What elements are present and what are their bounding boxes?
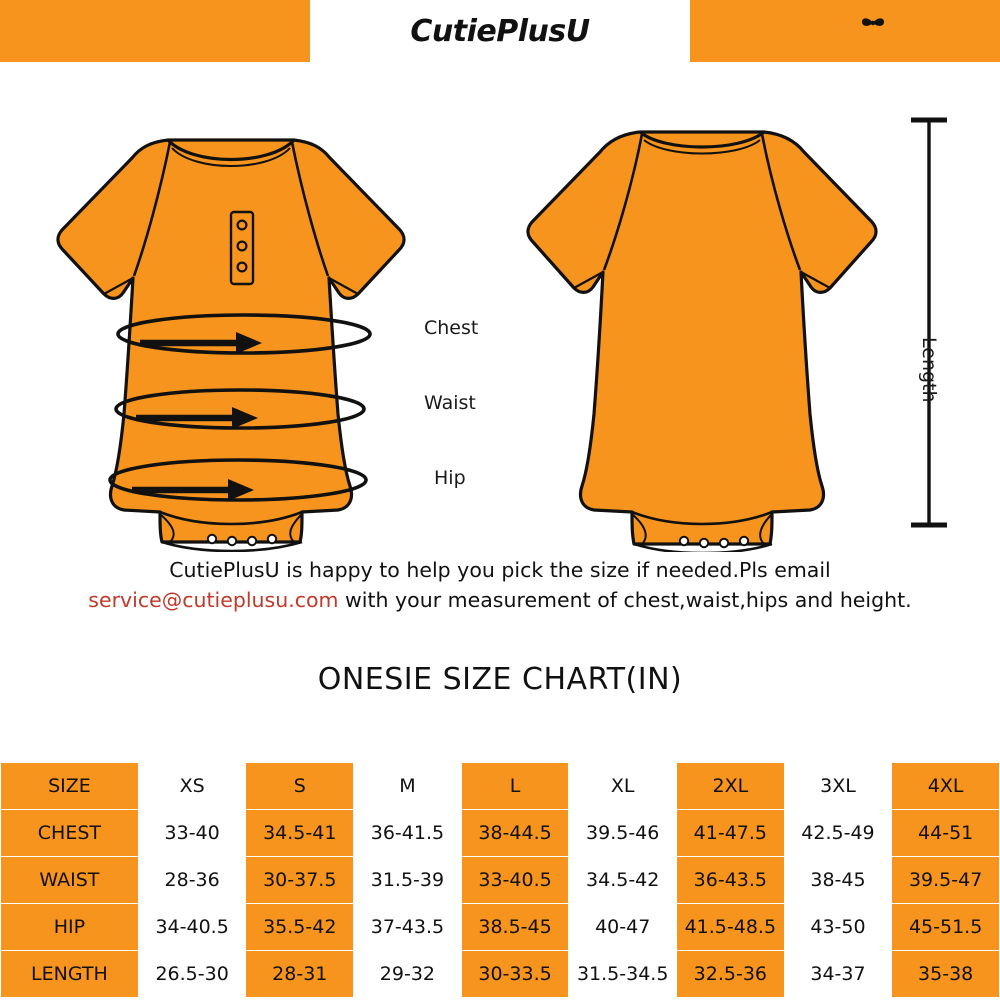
bow-icon bbox=[860, 14, 886, 32]
table-header-cell: M bbox=[354, 763, 462, 810]
table-header-row bbox=[1, 763, 1000, 810]
table-cell: 29-32 bbox=[354, 951, 462, 998]
row-label: HIP bbox=[1, 904, 139, 951]
table-cell: 45-51.5 bbox=[892, 904, 1000, 951]
table-cell: 41.5-48.5 bbox=[677, 904, 785, 951]
support-email[interactable]: service@cutieplusu.com bbox=[88, 588, 339, 612]
size-chart-table bbox=[0, 762, 1000, 998]
table-cell: 32.5-36 bbox=[677, 951, 785, 998]
table-cell: 42.5-49 bbox=[784, 810, 892, 857]
table-cell: 34.5-42 bbox=[569, 857, 677, 904]
table-header-cell: 3XL bbox=[784, 763, 892, 810]
table-cell: 37-43.5 bbox=[354, 904, 462, 951]
table-cell: 44-51 bbox=[892, 810, 1000, 857]
onesie-back-illustration bbox=[528, 132, 876, 552]
table-cell: 26.5-30 bbox=[138, 951, 246, 998]
table-cell: 36-43.5 bbox=[677, 857, 785, 904]
table-cell: 30-37.5 bbox=[246, 857, 354, 904]
table-cell: 30-33.5 bbox=[461, 951, 569, 998]
help-line-2 bbox=[0, 585, 1000, 615]
length-label: Length bbox=[918, 337, 940, 403]
onesie-diagram bbox=[0, 62, 1000, 552]
table-header-cell: SIZE bbox=[1, 763, 139, 810]
table-cell: 28-36 bbox=[138, 857, 246, 904]
help-line-1: CutiePlusU is happy to help you pick the size if needed.Pls email bbox=[169, 558, 831, 582]
illustration-area bbox=[0, 62, 1000, 552]
table-cell: 34-40.5 bbox=[138, 904, 246, 951]
row-label: CHEST bbox=[1, 810, 139, 857]
chest-label: Chest bbox=[424, 317, 479, 339]
table-cell: 38-45 bbox=[784, 857, 892, 904]
help-line-2-rest: with your measurement of chest,waist,hips and height. bbox=[338, 588, 912, 612]
table-row bbox=[1, 810, 1000, 857]
table-cell: 39.5-46 bbox=[569, 810, 677, 857]
table-header-cell: XS bbox=[138, 763, 246, 810]
table-cell: 34.5-41 bbox=[246, 810, 354, 857]
table-cell: 38.5-45 bbox=[461, 904, 569, 951]
table-cell: 31.5-39 bbox=[354, 857, 462, 904]
help-text bbox=[0, 555, 1000, 615]
page-title: ONESIE SIZE CHART(IN) bbox=[317, 662, 683, 697]
table-row bbox=[1, 904, 1000, 951]
table-header-cell: XL bbox=[569, 763, 677, 810]
brand-name: CutiePlusU bbox=[410, 13, 590, 49]
table-cell: 38-44.5 bbox=[461, 810, 569, 857]
table-header-cell: S bbox=[246, 763, 354, 810]
table-header-cell: 4XL bbox=[892, 763, 1000, 810]
length-measure-indicator bbox=[911, 120, 947, 525]
hip-label: Hip bbox=[434, 467, 466, 489]
table-cell: 35-38 bbox=[892, 951, 1000, 998]
table-cell: 36-41.5 bbox=[354, 810, 462, 857]
table-header-cell: L bbox=[461, 763, 569, 810]
header-bar bbox=[0, 0, 1000, 62]
row-label: WAIST bbox=[1, 857, 139, 904]
table-cell: 41-47.5 bbox=[677, 810, 785, 857]
brand-logo bbox=[310, 0, 690, 62]
table-cell: 43-50 bbox=[784, 904, 892, 951]
table-cell: 34-37 bbox=[784, 951, 892, 998]
table-cell: 31.5-34.5 bbox=[569, 951, 677, 998]
table-row bbox=[1, 857, 1000, 904]
table-cell: 39.5-47 bbox=[892, 857, 1000, 904]
table-cell: 33-40 bbox=[138, 810, 246, 857]
table-cell: 28-31 bbox=[246, 951, 354, 998]
table-cell: 33-40.5 bbox=[461, 857, 569, 904]
table-cell: 40-47 bbox=[569, 904, 677, 951]
row-label: LENGTH bbox=[1, 951, 139, 998]
table-header-cell: 2XL bbox=[677, 763, 785, 810]
table-cell: 35.5-42 bbox=[246, 904, 354, 951]
table-row bbox=[1, 951, 1000, 998]
waist-label: Waist bbox=[424, 392, 476, 414]
